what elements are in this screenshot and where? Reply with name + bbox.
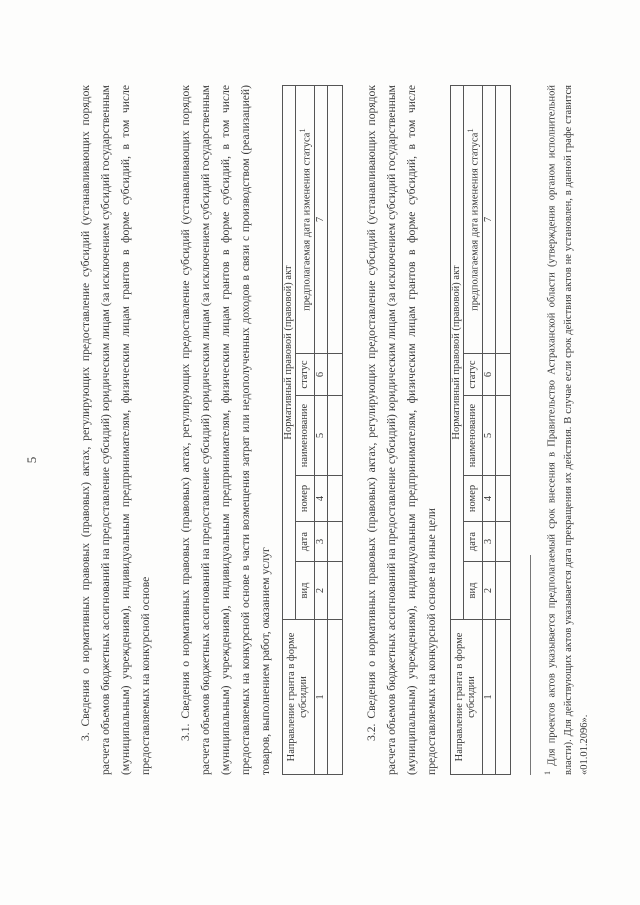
footnote-text: Для проектов актов указывается предполагаемый срок внесения в Правительство Астраханской области (утверждения органом исполнительной власти). Для действующих актов указывается дата прекращения их действия. В случае если срок действия актов не установлен, в данной графе ставится «01.01.2096». bbox=[546, 84, 590, 775]
table-empty-cell bbox=[327, 86, 342, 354]
page-number: 5 bbox=[24, 456, 39, 464]
table-col-num: 6 bbox=[314, 354, 327, 396]
table-col-num: 7 bbox=[314, 86, 327, 354]
table-col-num: 1 bbox=[482, 620, 495, 775]
table-empty-cell bbox=[495, 620, 510, 775]
table-empty-cell bbox=[495, 522, 510, 562]
table-empty-cell bbox=[327, 396, 342, 476]
table-col-num: 7 bbox=[482, 86, 495, 354]
table-col-num: 3 bbox=[314, 522, 327, 562]
table-header-number: номер bbox=[464, 476, 483, 522]
table-header-direction: Направление гранта в форме субсидии bbox=[451, 620, 483, 775]
table-empty-cell bbox=[327, 476, 342, 522]
table-header-change-date: предполагаемая дата изменения статуса$^1$ bbox=[464, 86, 483, 354]
table-col-num: 2 bbox=[314, 562, 327, 620]
section-3-text: 3. Сведения о нормативных правовых (правовых) актах, регулирующих предоставление субсидий (устанавливающих порядок расчета объемов бюджетных ассигнований на предоставление субсидий) юридическим лицам (за исключением субсидий государственным (муниципальным) учреждениям), индивидуальным предпринимателям, физическим лицам грантов в форме субсидий, в том числе предоставляемых на конкурсной основе bbox=[79, 85, 152, 775]
table-3-2 bbox=[450, 85, 511, 775]
table-empty-cell bbox=[327, 354, 342, 396]
section-3-1-paragraph bbox=[176, 85, 276, 775]
table-col-num: 4 bbox=[482, 476, 495, 522]
table-header-kind: вид bbox=[296, 562, 315, 620]
table-col-num: 4 bbox=[314, 476, 327, 522]
table-header-group: Нормативный правовой (правовой) акт bbox=[283, 86, 296, 620]
table-col-num: 1 bbox=[314, 620, 327, 775]
table-header-number: номер bbox=[296, 476, 315, 522]
table-header-date: дата bbox=[464, 522, 483, 562]
table-header-status: статус bbox=[296, 354, 315, 396]
table-empty-cell bbox=[495, 476, 510, 522]
table-col-num: 5 bbox=[314, 396, 327, 476]
table-header-date: дата bbox=[296, 522, 315, 562]
table-header-kind: вид bbox=[464, 562, 483, 620]
footnote-mark: 1 bbox=[543, 771, 552, 775]
table-col-num: 6 bbox=[482, 354, 495, 396]
table-empty-cell bbox=[327, 620, 342, 775]
table-header-status: статус bbox=[464, 354, 483, 396]
table-header-change-date: предполагаемая дата изменения статуса$^1$ bbox=[296, 86, 315, 354]
table-empty-cell bbox=[495, 396, 510, 476]
footnote-divider bbox=[530, 555, 531, 775]
table-header-name: наименование bbox=[464, 396, 483, 476]
table-empty-cell bbox=[495, 562, 510, 620]
table-empty-cell bbox=[327, 562, 342, 620]
table-header-group: Нормативный правовой (правовой) акт bbox=[451, 86, 464, 620]
table-empty-cell bbox=[495, 354, 510, 396]
table-3-1 bbox=[282, 85, 343, 775]
section-3-2-text: 3.2. Сведения о нормативных правовых (правовых) актах, регулирующих предоставление субсидий (устанавливающих порядок расчета объемов бюджетных ассигнований на предоставление субсидий) юридическим лицам (за исключением субсидий государственным (муниципальным) учреждениям), индивидуальным предпринимателям, физическим лицам грантов в форме субсидий, в том числе предоставляемых на конкурсной основе на иные цели bbox=[365, 85, 438, 775]
section-3-paragraph bbox=[76, 85, 156, 775]
table-header-direction: Направление гранта в форме субсидии bbox=[283, 620, 315, 775]
table-col-num: 5 bbox=[482, 396, 495, 476]
footnote bbox=[540, 85, 593, 775]
table-col-num: 2 bbox=[482, 562, 495, 620]
rotated-document-page bbox=[10, 25, 620, 895]
section-3-2-paragraph bbox=[362, 85, 442, 775]
table-header-name: наименование bbox=[296, 396, 315, 476]
section-3-1-text: 3.1. Сведения о нормативных правовых (правовых) актах, регулирующих предоставление субсидий (устанавливающих порядок расчета объемов бюджетных ассигнований на предоставление субсидий) юридическим лицам (за исключением субсидий государственным (муниципальным) учреждениям), индивидуальным предпринимателям, физическим лицам грантов в форме субсидий, в том числе предоставляемых на конкурсной основе в части возмещения затрат или недополученных доходов в связи с производством (реализацией) товаров, выполнением работ, оказанием услуг bbox=[179, 85, 272, 775]
table-empty-cell bbox=[495, 86, 510, 354]
table-empty-cell bbox=[327, 522, 342, 562]
table-col-num: 3 bbox=[482, 522, 495, 562]
